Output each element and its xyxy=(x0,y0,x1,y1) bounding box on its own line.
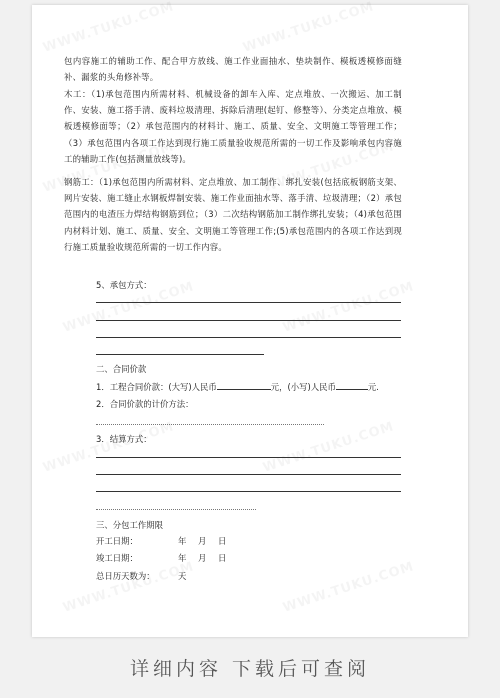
dotted-line xyxy=(96,424,324,425)
year-label: 年 xyxy=(178,553,187,563)
section3-title: 三、分包工作期限 xyxy=(96,520,163,530)
contract-price-mid: 元，(小写)人民币 xyxy=(270,382,336,392)
paragraph-intro: 包内容施工的辅助工作、配合甲方放线、施工作业面抽水、垫块制作、模板透模修面缝补、漏浆的头角修补等。 xyxy=(64,56,402,83)
paragraph-carpentry: 木工：（1)承包范围内所需材料、机械设备的卸车入库、定点堆放、一次搬运、加工制作、安装、施工搭手清、废料垃圾清理、拆除后清理(起钉、修整等）、分类定点堆放、模板透模修面等；（2）承包范围内的材料计、施工、质量、安全、文明施工等管理工作；（3）承包范围内各项工作达到现行施工质量验收规范所需的一切工作及影响承包内容施工的辅助工作(包括测量放线等)。 xyxy=(64,89,402,164)
month-label: 月 xyxy=(198,553,207,563)
section2-title: 二、合同价款 xyxy=(96,364,147,374)
contract-price-suffix: 元. xyxy=(367,382,379,392)
day-label: 日 xyxy=(218,553,227,563)
blank-line xyxy=(96,302,401,303)
amount-blank[interactable] xyxy=(336,380,368,390)
dotted-line xyxy=(96,509,256,510)
end-date-label: 竣工日期： xyxy=(96,553,138,563)
contract-price-line xyxy=(96,380,379,394)
blank-line xyxy=(96,337,401,338)
download-hint: 详细内容 下载后可查阅 xyxy=(129,658,371,680)
amount-blank[interactable] xyxy=(217,380,271,390)
blank-line xyxy=(96,491,401,492)
total-days-label: 总日历天数为： xyxy=(96,571,155,581)
pricing-method-label: 2．合同价款的计价方法： xyxy=(96,399,194,409)
start-date-label: 开工日期： xyxy=(96,536,138,546)
blank-line xyxy=(96,320,401,321)
paragraph-rebar: 钢筋工：（1)承包范围内所需材料、定点堆放、加工制作、绑扎安装(包括底板钢筋支架、网片安装、施工缝止水钢板焊制安装、施工作业面抽水等、落手清、垃圾清理；（2）承包范围内的电渣压力焊结构钢筋到位；（3）二次结构钢筋加工制作绑扎安装；（4)承包范围内材料计划、施工、质量、安全、文明施工等管理工作;(5)承包范围内的各项工作达到现行施工质量验收规范所需的一切工作内容。 xyxy=(64,177,402,252)
section5-label: 5、承包方式： xyxy=(96,280,152,290)
settlement-label: 3．结算方式： xyxy=(96,434,152,444)
days-unit: 天 xyxy=(178,571,187,581)
day-label: 日 xyxy=(218,536,227,546)
blank-line xyxy=(96,354,264,355)
month-label: 月 xyxy=(198,536,207,546)
contract-price-prefix: 1．工程合同价款：(大写)人民币 xyxy=(96,382,217,392)
blank-line xyxy=(96,474,401,475)
blank-line xyxy=(96,457,401,458)
year-label: 年 xyxy=(178,536,187,546)
